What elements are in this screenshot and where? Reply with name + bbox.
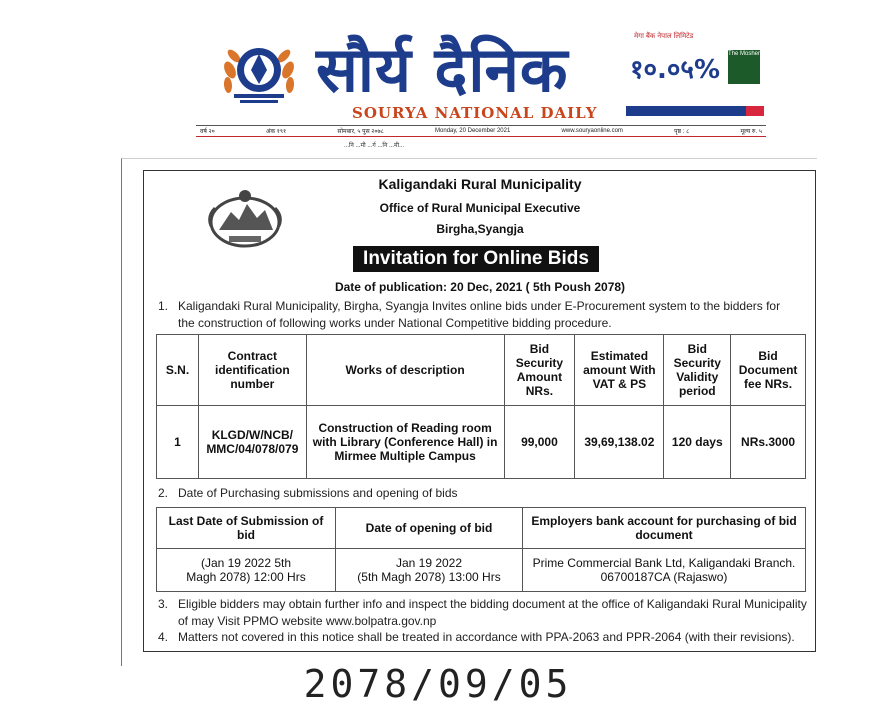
ad-product-badge: The Mosher — [728, 50, 760, 84]
cell-line: 06700187CA (Rajaswo) — [600, 570, 728, 584]
cell-line: Magh 2078) 12:00 Hrs — [186, 570, 306, 584]
clipped-headline-fragment: ...नि ...मी ...र्ग ...नि ...मी... — [344, 143, 405, 149]
notice-item-1 — [158, 298, 808, 332]
table-cell — [523, 549, 806, 592]
table-cell — [157, 549, 336, 592]
column-header: Estimated amount With VAT & PS — [575, 335, 664, 406]
column-header: Bid Security Validity period — [664, 335, 731, 406]
bid-table — [156, 334, 806, 479]
table-cell: 1 — [157, 406, 199, 479]
column-header: Works of description — [306, 335, 504, 406]
issue-date-nepali: सोमबार, ५ पुस २०७८ — [337, 129, 384, 135]
newspaper-masthead — [184, 26, 769, 142]
column-header: Contract identification number — [199, 335, 307, 406]
table-row — [157, 406, 806, 479]
ad-bar — [626, 106, 764, 116]
item-number: 3. — [158, 597, 169, 611]
ad-bank-name: मेगा बैंक नेपाल लिमिटेड — [634, 33, 694, 40]
table-cell: KLGD/W/NCB/ MMC/04/078/079 — [199, 406, 307, 479]
item-text: Date of Purchasing submissions and opening of bids — [178, 486, 458, 500]
column-header: Employers bank account for purchasing of bid document — [523, 508, 806, 549]
notice-item-3 — [158, 596, 808, 630]
cell-line: Prime Commercial Bank Ltd, Kaligandaki Branch. — [532, 556, 796, 570]
table-row — [157, 549, 806, 592]
column-header: S.N. — [157, 335, 199, 406]
table-header-row — [157, 508, 806, 549]
item-number: 1. — [158, 299, 169, 313]
newspaper-title-nepali: सौर्य दैनिक — [316, 33, 569, 106]
item-text: Eligible bidders may obtain further info and inspect the bidding document at the office of Kaligandaki Rural Municipality — [178, 597, 807, 611]
notice-item-4 — [158, 629, 808, 646]
issue-year: वर्ष २० — [200, 129, 215, 135]
ad-interest-rate: १०.०५% — [630, 55, 721, 85]
issue-website: www.souryaonline.com — [561, 128, 623, 134]
dates-table — [156, 507, 806, 592]
cell-line: Jan 19 2022 — [395, 556, 463, 570]
item-text: the construction of following works under National Competitive bidding procedure. — [178, 316, 612, 330]
item-text: of may Visit PPMO website www.bolpatra.gov.np — [178, 614, 437, 628]
notice-item-2 — [158, 485, 808, 502]
table-cell: 120 days — [664, 406, 731, 479]
bank-advertisement — [624, 30, 766, 116]
publication-date: Date of publication: 20 Dec, 2021 ( 5th Poush 2078) — [334, 280, 626, 294]
table-cell — [336, 549, 523, 592]
issue-number: अंक १९१ — [265, 129, 287, 135]
column-header: Date of opening of bid — [336, 508, 523, 549]
notice-headline: Invitation for Online Bids — [353, 246, 599, 272]
column-header: Last Date of Submission of bid — [157, 508, 336, 549]
table-header-row — [157, 335, 806, 406]
table-cell: 99,000 — [504, 406, 575, 479]
item-text: Matters not covered in this notice shall be treated in accordance with PPA-2063 and PPR-2064 (with their revisions). — [178, 630, 795, 644]
office-name: Office of Rural Municipal Executive — [379, 201, 581, 215]
issue-date-english: Monday, 20 December 2021 — [435, 128, 511, 134]
organization-name: Kaligandaki Rural Municipality — [378, 176, 582, 192]
table-cell: NRs.3000 — [731, 406, 806, 479]
column-header: Bid Document fee NRs. — [731, 335, 806, 406]
pen-nib-logo-icon — [220, 40, 298, 106]
table-cell: Construction of Reading room with Library (Conference Hall) in Mirmee Multiple Campus — [306, 406, 504, 479]
office-location: Birgha,Syangja — [436, 222, 524, 236]
issue-page: पृष्ठ : ८ — [674, 129, 690, 135]
newspaper-title-english: SOURYA NATIONAL DAILY — [352, 104, 598, 122]
nepal-government-emblem-icon — [205, 186, 285, 252]
issue-price: मूल्य रु. ५ — [740, 129, 762, 135]
column-header: Bid Security Amount NRs. — [504, 335, 575, 406]
item-text: Kaligandaki Rural Municipality, Birgha, Syangja Invites online bids under E-Procurement system to the bidders for — [178, 299, 781, 313]
table-cell: 39,69,138.02 — [575, 406, 664, 479]
item-number: 4. — [158, 630, 169, 644]
cell-line: (Jan 19 2022 5th — [200, 556, 292, 570]
cell-line: (5th Magh 2078) 13:00 Hrs — [357, 570, 501, 584]
item-number: 2. — [158, 486, 169, 500]
handwritten-date: 2078/09/05 — [303, 662, 573, 706]
ad-bar-accent — [746, 106, 764, 116]
issue-info-bar — [196, 125, 766, 137]
